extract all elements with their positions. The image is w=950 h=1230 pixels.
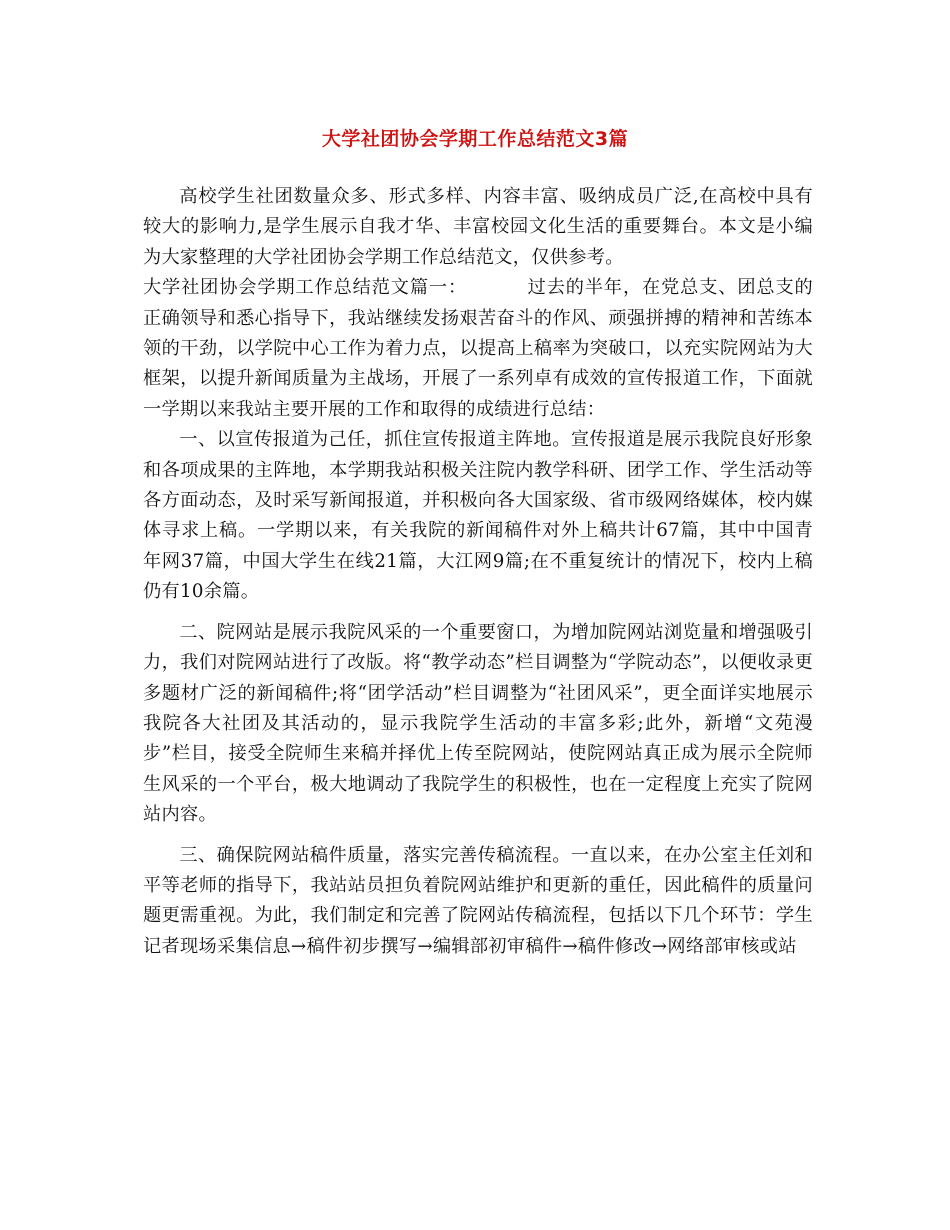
paragraph-1: 一、以宣传报道为己任，抓住宣传报道主阵地。宣传报道是展示我院良好形象和各项成果的主阵地，本学期我站积极关注院内教学科研、团学工作、学生活动等各方面动态，及时采写新闻报道，并积极向各大国家级、省市级网络媒体，校内媒体寻求上稿。一学期以来，有关我院的新闻稿件对外上稿共计67篇，其中中国青年网37篇，中国大学生在线21篇，大江网9篇;在不重复统计的情况下，校内上稿仍有10余篇。 [143, 429, 813, 603]
section1-paragraph [143, 273, 813, 425]
section1-text: 过去的半年，在党总支、团总支的正确领导和悉心指导下，我站继续发扬艰苦奋斗的作风、顽强拼搏的精神和苦练本领的干劲，以学院中心工作为着力点，以提高上稿率为突破口，以充实院网站为大框架，以提升新闻质量为主战场，开展了一系列卓有成效的宣传报道工作，下面就一学期以来我站主要开展的工作和取得的成绩进行总结： [143, 277, 813, 420]
paragraph-3: 三、确保院网站稿件质量，落实完善传稿流程。一直以来，在办公室主任刘和平等老师的指导下，我站站员担负着院网站维护和更新的重任，因此稿件的质量问题更需重视。为此，我们制定和完善了院网站传稿流程，包括以下几个环节：学生记者现场采集信息→稿件初步撰写→编辑部初审稿件→稿件修改→网络部审核或站 [143, 844, 813, 957]
intro-paragraph: 高校学生社团数量众多、形式多样、内容丰富、吸纳成员广泛,在高校中具有较大的影响力,是学生展示自我才华、丰富校园文化生活的重要舞台。本文是小编为大家整理的大学社团协会学期工作总结范文，仅供参考。 [143, 186, 813, 268]
paragraph-2: 二、院网站是展示我院风采的一个重要窗口，为增加院网站浏览量和增强吸引力，我们对院网站进行了改版。将“教学动态”栏目调整为“学院动态”，以便收录更多题材广泛的新闻稿件;将“团学活动”栏目调整为“社团风采”，更全面详实地展示我院各大社团及其活动的，显示我院学生活动的丰富多彩;此外，新增“文苑漫步”栏目，接受全院师生来稿并择优上传至院网站，使院网站真正成为展示全院师生风采的一个平台，极大地调动了我院学生的积极性，也在一定程度上充实了院网站内容。 [143, 621, 813, 826]
document-body [143, 182, 813, 962]
document-title: 大学社团协会学期工作总结范文3篇 [321, 128, 629, 150]
section1-heading: 大学社团协会学期工作总结范文篇一： [143, 277, 468, 299]
